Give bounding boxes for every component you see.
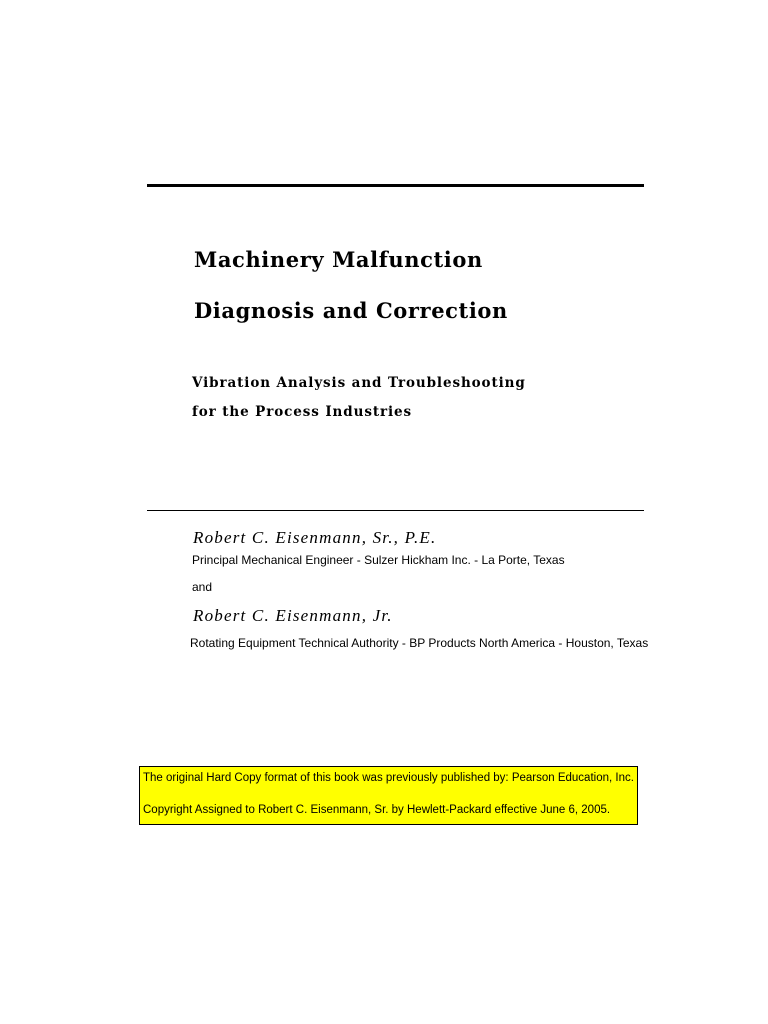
author-name-1: Robert C. Eisenmann, Sr., P.E. bbox=[193, 528, 437, 547]
book-subtitle-line-1: Vibration Analysis and Troubleshooting bbox=[192, 375, 526, 391]
copyright-assignment-notice: Copyright Assigned to Robert C. Eisenmann, Sr. by Hewlett-Packard effective June 6, 2005. bbox=[143, 804, 611, 816]
middle-divider bbox=[147, 510, 644, 511]
book-title-line-2: Diagnosis and Correction bbox=[194, 298, 508, 323]
book-subtitle-line-2: for the Process Industries bbox=[192, 404, 412, 420]
book-title-line-1: Machinery Malfunction bbox=[194, 247, 483, 272]
author-conjunction: and bbox=[192, 580, 213, 594]
author-name-2: Robert C. Eisenmann, Jr. bbox=[193, 606, 393, 625]
author-affiliation-1: Principal Mechanical Engineer - Sulzer Hickham Inc. - La Porte, Texas bbox=[192, 553, 565, 567]
publication-notice: The original Hard Copy format of this book was previously published by: Pearson Education, Inc. bbox=[143, 772, 634, 784]
top-divider bbox=[147, 184, 644, 187]
copyright-notice-box bbox=[139, 766, 638, 825]
author-affiliation-2: Rotating Equipment Technical Authority - BP Products North America - Houston, Texas bbox=[190, 636, 649, 650]
